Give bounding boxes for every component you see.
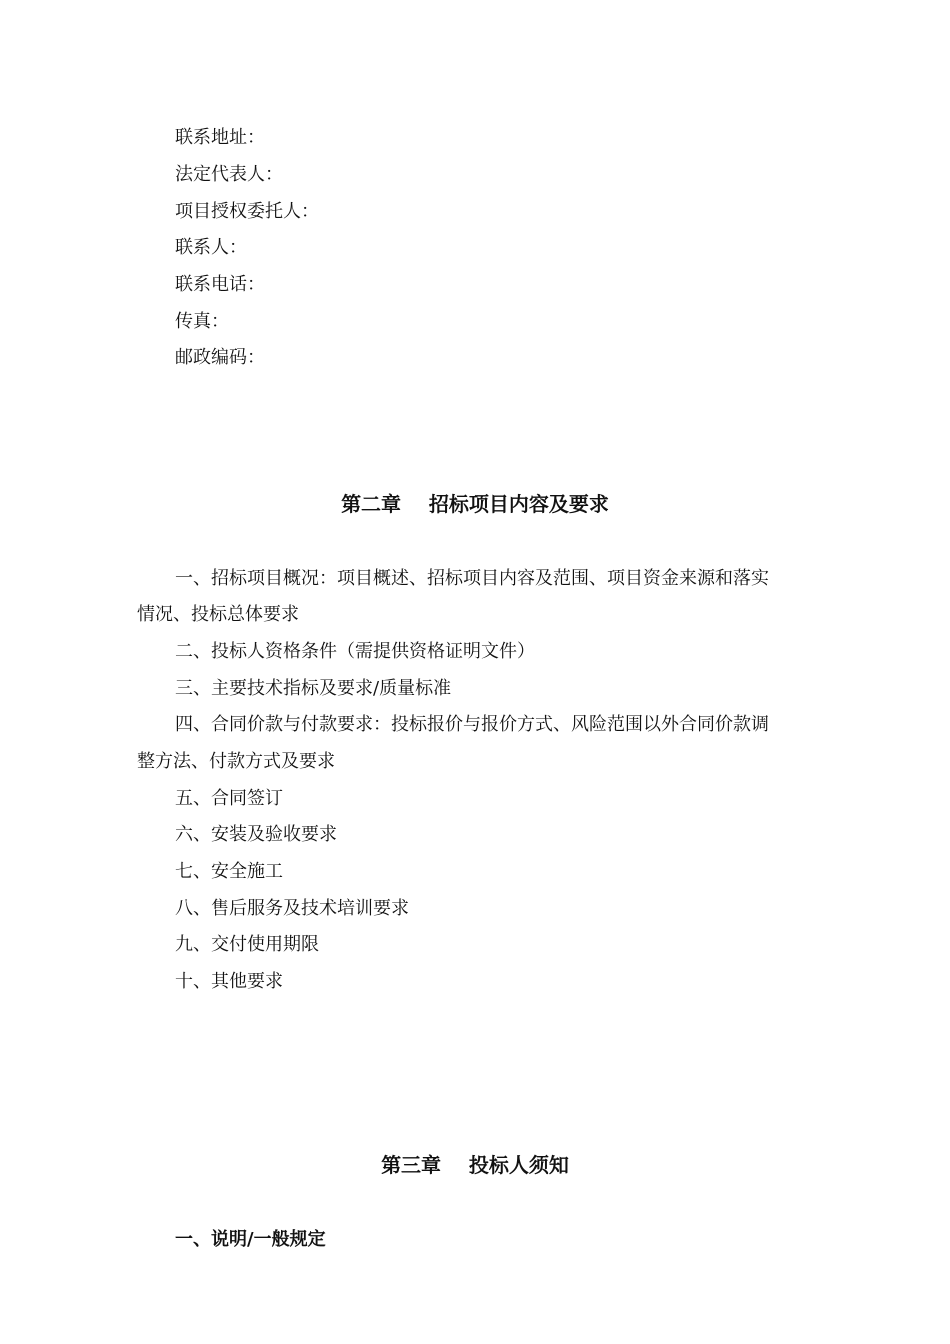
legal-representative-label: 法定代表人： — [175, 164, 283, 185]
chapter2-item: 一、招标项目概况：项目概述、招标项目内容及范围、项目资金来源和落实 — [175, 568, 769, 589]
chapter2-item: 五、合同签订 — [175, 788, 283, 809]
fax-label: 传真： — [175, 311, 229, 332]
chapter2-item: 情况、投标总体要求 — [137, 604, 299, 625]
postcode-label: 邮政编码： — [175, 347, 265, 368]
chapter2-item: 整方法、付款方式及要求 — [137, 751, 335, 772]
chapter2-item: 二、投标人资格条件（需提供资格证明文件） — [175, 641, 535, 662]
chapter2-title: 第二章 招标项目内容及要求 — [341, 492, 609, 516]
chapter2-item: 三、主要技术指标及要求/质量标准 — [175, 678, 452, 699]
chapter3-section1-heading: 一、说明/一般规定 — [175, 1229, 326, 1250]
chapter2-item: 六、安装及验收要求 — [175, 824, 337, 845]
chapter2-item: 十、其他要求 — [175, 971, 283, 992]
contact-person-label: 联系人： — [175, 237, 247, 258]
chapter3-title: 第三章 投标人须知 — [381, 1153, 569, 1177]
authorized-agent-label: 项目授权委托人： — [175, 201, 319, 222]
chapter2-item: 四、合同价款与付款要求：投标报价与报价方式、风险范围以外合同价款调 — [175, 714, 769, 735]
chapter2-item: 七、安全施工 — [175, 861, 283, 882]
contact-address-label: 联系地址： — [175, 127, 265, 148]
chapter2-item: 八、售后服务及技术培训要求 — [175, 898, 409, 919]
contact-phone-label: 联系电话： — [175, 274, 265, 295]
chapter2-item: 九、交付使用期限 — [175, 934, 319, 955]
